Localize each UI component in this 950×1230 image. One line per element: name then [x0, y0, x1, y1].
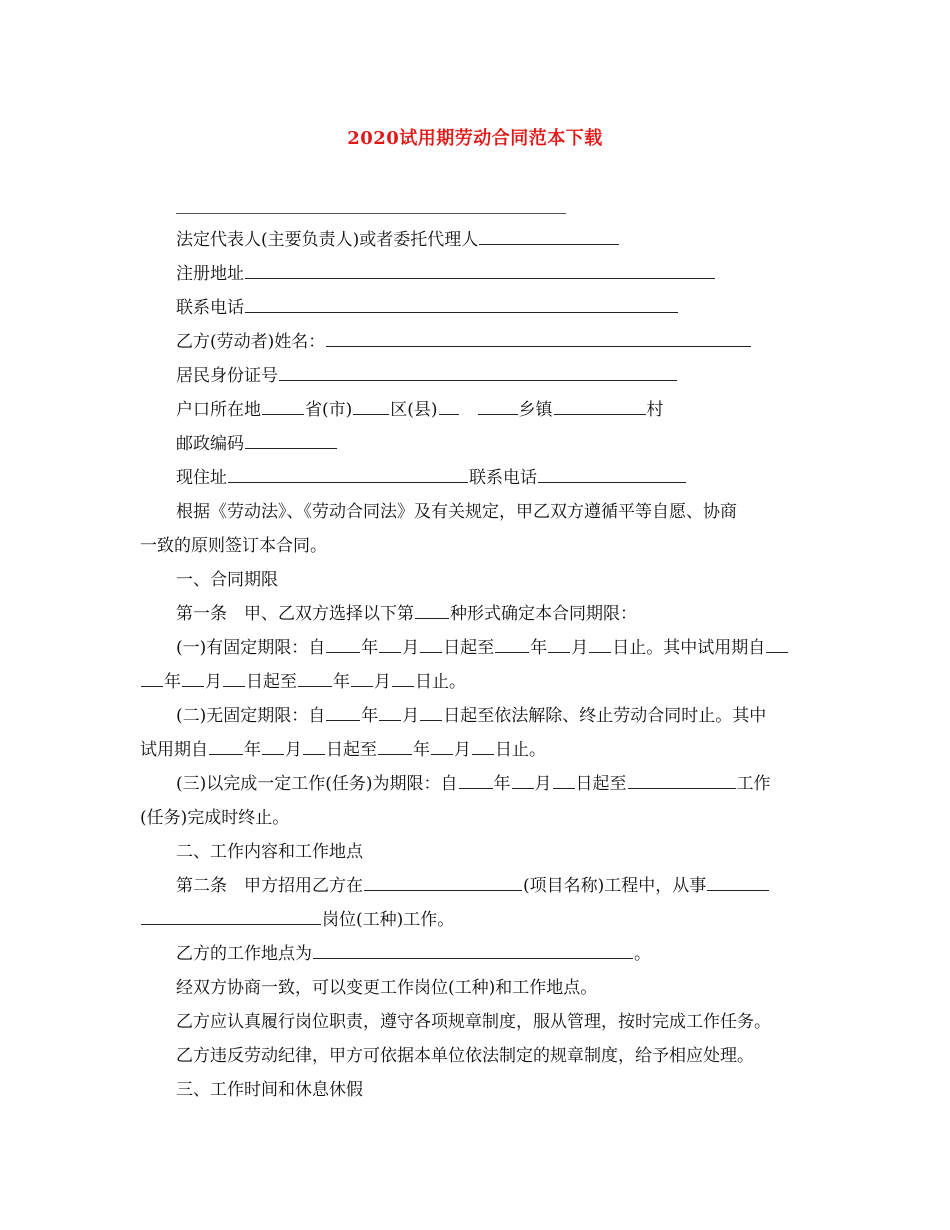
- blank-field[interactable]: [182, 685, 204, 687]
- blank-field[interactable]: [512, 787, 534, 789]
- blank-field[interactable]: [353, 413, 389, 415]
- line-household: 户口所在地 省(市) 区(县) 乡镇 村: [176, 400, 664, 420]
- blank-field[interactable]: [420, 651, 442, 653]
- blank-field[interactable]: [766, 651, 788, 653]
- blank-field[interactable]: [379, 719, 401, 721]
- article-2-line2: 岗位(工种)工作。: [140, 909, 454, 931]
- blank-field[interactable]: [479, 243, 619, 245]
- blank-field[interactable]: [298, 685, 332, 687]
- blank-field[interactable]: [554, 413, 646, 415]
- line-employee-name: 乙方(劳动者)姓名：: [176, 331, 752, 353]
- blank-field[interactable]: [415, 617, 449, 619]
- blank-field[interactable]: [364, 889, 522, 891]
- article-1-item-3-line2: (任务)完成时终止。: [140, 808, 290, 828]
- blank-field[interactable]: [228, 481, 468, 483]
- article-1: 第一条 甲、乙双方选择以下第 种形式确定本合同期限：: [176, 604, 637, 624]
- blank-field[interactable]: [378, 753, 412, 755]
- line-registered-address: 注册地址: [176, 263, 716, 285]
- section-heading-hours: 三、工作时间和休息休假: [176, 1080, 363, 1100]
- blank-field[interactable]: [439, 413, 459, 415]
- blank-field[interactable]: [313, 957, 633, 959]
- line-change-position: 经双方协商一致，可以变更工作岗位(工种)和工作地点。: [176, 978, 598, 998]
- line-work-location: 乙方的工作地点为 。: [176, 944, 651, 964]
- blank-field[interactable]: [262, 753, 284, 755]
- line-phone: 联系电话: [176, 297, 679, 319]
- blank-field[interactable]: [326, 345, 751, 347]
- paragraph-basis-line2: 一致的原则签订本合同。: [140, 536, 327, 556]
- blank-line-top: [176, 213, 566, 214]
- article-1-item-2-line2: 试用期自 年 月 日起至 年 月 日止。: [140, 740, 546, 760]
- blank-field[interactable]: [351, 685, 373, 687]
- blank-field[interactable]: [548, 651, 570, 653]
- document-title: 2020试用期劳动合同范本下载: [347, 128, 603, 149]
- blank-field[interactable]: [279, 379, 677, 381]
- blank-field[interactable]: [379, 651, 401, 653]
- blank-field[interactable]: [538, 481, 686, 483]
- blank-field[interactable]: [245, 447, 337, 449]
- article-1-item-2-line1: (二)无固定期限：自 年 月 日起至依法解除、终止劳动合同时止。其中: [176, 706, 767, 726]
- blank-field[interactable]: [223, 685, 245, 687]
- line-current-address: 现住址 联系电话: [176, 467, 687, 489]
- blank-field[interactable]: [303, 753, 325, 755]
- line-postal-code: 邮政编码: [176, 433, 338, 455]
- article-1-item-3-line1: (三)以完成一定工作(任务)为期限：自 年 月 日起至 工作: [176, 774, 771, 794]
- blank-field[interactable]: [245, 277, 715, 279]
- article-1-item-1-line2: 年 月 日起至 年 月 日止。: [140, 671, 466, 693]
- section-heading-term: 一、合同期限: [176, 570, 278, 590]
- blank-field[interactable]: [326, 719, 360, 721]
- blank-field[interactable]: [495, 651, 529, 653]
- blank-field[interactable]: [707, 889, 769, 891]
- blank-field[interactable]: [420, 719, 442, 721]
- blank-field[interactable]: [628, 787, 736, 789]
- blank-field[interactable]: [472, 753, 494, 755]
- blank-field[interactable]: [478, 413, 518, 415]
- blank-field[interactable]: [262, 413, 304, 415]
- line-id-number: 居民身份证号: [176, 365, 678, 387]
- line-discipline: 乙方违反劳动纪律，甲方可依据本单位依法制定的规章制度，给予相应处理。: [176, 1046, 754, 1066]
- blank-field[interactable]: [553, 787, 575, 789]
- blank-field[interactable]: [392, 685, 414, 687]
- blank-field[interactable]: [209, 753, 243, 755]
- blank-field[interactable]: [459, 787, 493, 789]
- line-duties: 乙方应认真履行岗位职责，遵守各项规章制度，服从管理，按时完成工作任务。: [176, 1012, 771, 1032]
- blank-field[interactable]: [326, 651, 360, 653]
- blank-field[interactable]: [589, 651, 611, 653]
- paragraph-basis-line1: 根据《劳动法》、《劳动合同法》及有关规定，甲乙双方遵循平等自愿、协商: [176, 502, 737, 522]
- blank-field[interactable]: [431, 753, 453, 755]
- line-legal-representative: 法定代表人(主要负责人)或者委托代理人: [176, 229, 620, 251]
- article-2-line1: 第二条 甲方招用乙方在 (项目名称)工程中，从事: [176, 875, 770, 897]
- section-heading-work: 二、工作内容和工作地点: [176, 842, 363, 862]
- article-1-item-1-line1: (一)有固定期限：自 年 月 日起至 年 月 日止。其中试用期自: [176, 637, 789, 659]
- blank-field[interactable]: [245, 311, 678, 313]
- blank-field[interactable]: [141, 923, 321, 925]
- blank-field[interactable]: [141, 685, 163, 687]
